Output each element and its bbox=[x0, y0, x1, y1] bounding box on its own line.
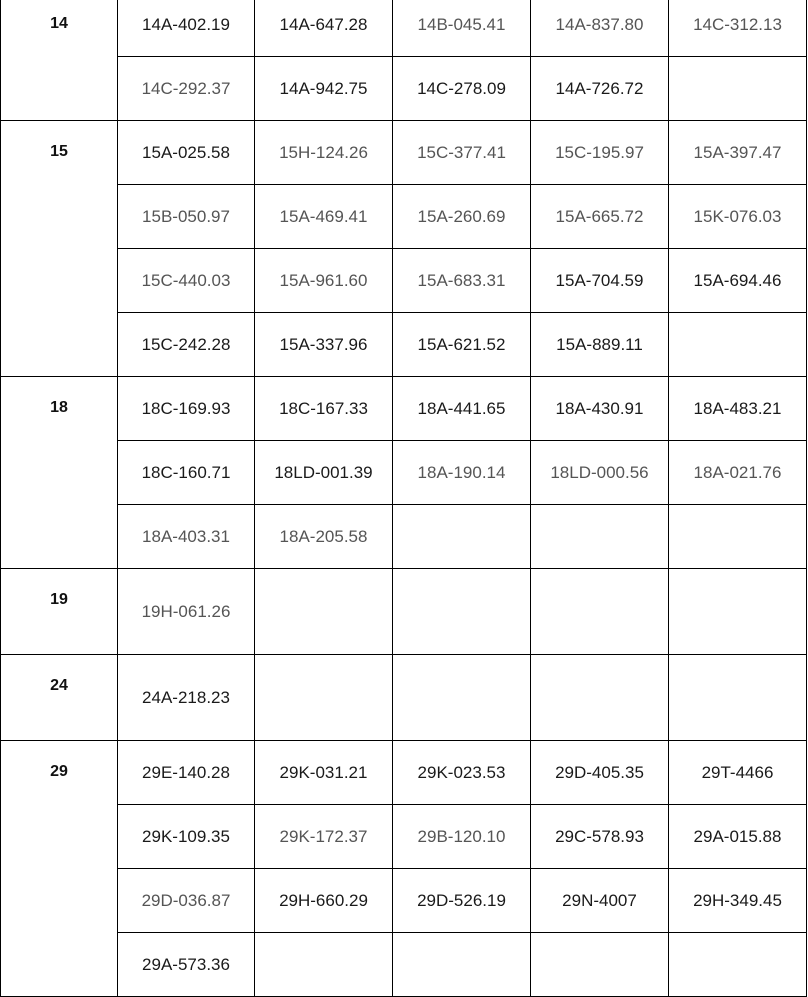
plate-number-cell: 15A-621.52 bbox=[393, 313, 531, 377]
plate-number-cell: 14A-647.28 bbox=[255, 0, 393, 57]
plate-number-cell: 29T-4466 bbox=[669, 741, 807, 805]
plate-number-cell: 15A-961.60 bbox=[255, 249, 393, 313]
table-row bbox=[1, 569, 807, 655]
plate-number-cell: 15A-665.72 bbox=[531, 185, 669, 249]
plate-number-cell: 18C-167.33 bbox=[255, 377, 393, 441]
group-label-cell: 15 bbox=[1, 121, 118, 377]
plate-number-cell: 18A-483.21 bbox=[669, 377, 807, 441]
plate-number-cell: 29K-109.35 bbox=[118, 805, 255, 869]
empty-cell bbox=[531, 505, 669, 569]
plate-number-cell: 29A-015.88 bbox=[669, 805, 807, 869]
group-label-cell: 19 bbox=[1, 569, 118, 655]
plate-number-cell: 18LD-001.39 bbox=[255, 441, 393, 505]
empty-cell bbox=[531, 933, 669, 997]
plate-number-cell: 18A-205.58 bbox=[255, 505, 393, 569]
empty-cell bbox=[393, 505, 531, 569]
table-row bbox=[1, 249, 807, 313]
plate-number-cell: 14C-312.13 bbox=[669, 0, 807, 57]
plate-number-cell: 14A-837.80 bbox=[531, 0, 669, 57]
plate-number-cell: 14C-278.09 bbox=[393, 57, 531, 121]
plate-number-cell: 18A-441.65 bbox=[393, 377, 531, 441]
table-row bbox=[1, 441, 807, 505]
plate-number-cell: 29K-031.21 bbox=[255, 741, 393, 805]
plate-number-cell: 15A-337.96 bbox=[255, 313, 393, 377]
empty-cell bbox=[669, 933, 807, 997]
empty-cell bbox=[255, 933, 393, 997]
plate-number-cell: 29D-036.87 bbox=[118, 869, 255, 933]
plate-number-cell: 29D-526.19 bbox=[393, 869, 531, 933]
plate-number-cell: 15A-704.59 bbox=[531, 249, 669, 313]
table-row bbox=[1, 121, 807, 185]
plate-number-cell: 18LD-000.56 bbox=[531, 441, 669, 505]
plate-number-cell: 18A-021.76 bbox=[669, 441, 807, 505]
empty-cell bbox=[531, 655, 669, 741]
plate-number-cell: 29A-573.36 bbox=[118, 933, 255, 997]
plate-number-cell: 15A-025.58 bbox=[118, 121, 255, 185]
plate-number-cell: 15C-195.97 bbox=[531, 121, 669, 185]
plate-number-cell: 14A-942.75 bbox=[255, 57, 393, 121]
group-label-cell: 24 bbox=[1, 655, 118, 741]
plate-number-cell: 18A-430.91 bbox=[531, 377, 669, 441]
table-row bbox=[1, 57, 807, 121]
plate-number-cell: 18A-190.14 bbox=[393, 441, 531, 505]
empty-cell bbox=[669, 569, 807, 655]
plate-number-cell: 29K-023.53 bbox=[393, 741, 531, 805]
group-label-cell: 14 bbox=[1, 0, 118, 121]
plate-number-cell: 19H-061.26 bbox=[118, 569, 255, 655]
plate-number-cell: 15A-397.47 bbox=[669, 121, 807, 185]
plate-number-cell: 18A-403.31 bbox=[118, 505, 255, 569]
plate-number-cell: 15A-469.41 bbox=[255, 185, 393, 249]
plate-number-cell: 15A-694.46 bbox=[669, 249, 807, 313]
plate-number-cell: 29B-120.10 bbox=[393, 805, 531, 869]
empty-cell bbox=[255, 655, 393, 741]
plate-number-cell: 15C-377.41 bbox=[393, 121, 531, 185]
empty-cell bbox=[393, 569, 531, 655]
table-row bbox=[1, 741, 807, 805]
empty-cell bbox=[393, 655, 531, 741]
table-row bbox=[1, 869, 807, 933]
empty-cell bbox=[255, 569, 393, 655]
empty-cell bbox=[669, 655, 807, 741]
plate-number-cell: 29H-349.45 bbox=[669, 869, 807, 933]
empty-cell bbox=[669, 313, 807, 377]
plate-number-cell: 15K-076.03 bbox=[669, 185, 807, 249]
plate-number-cell: 29D-405.35 bbox=[531, 741, 669, 805]
table-body bbox=[1, 0, 807, 997]
plate-number-cell: 15H-124.26 bbox=[255, 121, 393, 185]
plate-number-cell: 29K-172.37 bbox=[255, 805, 393, 869]
plate-number-cell: 15C-440.03 bbox=[118, 249, 255, 313]
plate-number-cell: 29E-140.28 bbox=[118, 741, 255, 805]
table-row bbox=[1, 0, 807, 57]
plate-number-cell: 15A-889.11 bbox=[531, 313, 669, 377]
plate-number-cell: 15A-683.31 bbox=[393, 249, 531, 313]
plate-number-cell: 15C-242.28 bbox=[118, 313, 255, 377]
plate-number-cell: 14A-402.19 bbox=[118, 0, 255, 57]
plate-number-cell: 15A-260.69 bbox=[393, 185, 531, 249]
table-row bbox=[1, 313, 807, 377]
group-label-cell: 18 bbox=[1, 377, 118, 569]
plate-number-cell: 14A-726.72 bbox=[531, 57, 669, 121]
empty-cell bbox=[669, 57, 807, 121]
empty-cell bbox=[531, 569, 669, 655]
table-row bbox=[1, 505, 807, 569]
table-row bbox=[1, 805, 807, 869]
table-row bbox=[1, 933, 807, 997]
plate-number-cell: 15B-050.97 bbox=[118, 185, 255, 249]
table-row bbox=[1, 377, 807, 441]
table-row bbox=[1, 655, 807, 741]
plate-number-cell: 14C-292.37 bbox=[118, 57, 255, 121]
plate-number-cell: 18C-169.93 bbox=[118, 377, 255, 441]
empty-cell bbox=[393, 933, 531, 997]
group-label-cell: 29 bbox=[1, 741, 118, 997]
plate-number-cell: 29C-578.93 bbox=[531, 805, 669, 869]
table-row bbox=[1, 185, 807, 249]
empty-cell bbox=[669, 505, 807, 569]
plate-number-cell: 29H-660.29 bbox=[255, 869, 393, 933]
plate-number-cell: 24A-218.23 bbox=[118, 655, 255, 741]
plate-number-cell: 14B-045.41 bbox=[393, 0, 531, 57]
plate-number-cell: 18C-160.71 bbox=[118, 441, 255, 505]
plate-number-cell: 29N-4007 bbox=[531, 869, 669, 933]
